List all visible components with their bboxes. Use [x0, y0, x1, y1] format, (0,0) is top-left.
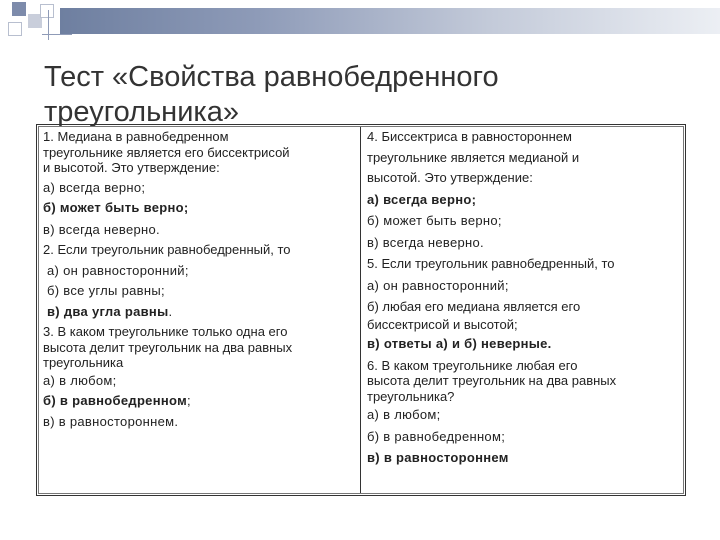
question-1-text: и высотой. Это утверждение: — [43, 160, 220, 175]
question-4-text: 4. Биссектриса в равностороннем — [367, 129, 572, 144]
answer-option: в) в равностороннем. — [43, 413, 179, 429]
question-3-text: треугольника — [43, 355, 124, 370]
decor-line — [42, 34, 72, 35]
answer-option-correct: б) может быть верно; — [43, 200, 189, 215]
question-5-text: 5. Если треугольник равнобедренный, то — [367, 256, 615, 271]
header-gradient-bar — [60, 8, 720, 34]
answer-option-correct: в) два угла равны. — [47, 303, 173, 319]
question-4-text: высотой. Это утверждение: — [367, 170, 533, 185]
answer-option: а) он равносторонний; — [367, 277, 509, 293]
answer-option: б) любая его медиана является его — [367, 299, 581, 314]
answer-option-correct: а) всегда верно; — [367, 191, 477, 207]
answer-option: а) в любом; — [367, 407, 441, 422]
decor-square — [40, 4, 54, 18]
question-1-text: 1. Медиана в равнобедренном — [43, 129, 229, 144]
answer-option: в) всегда неверно. — [367, 234, 484, 250]
answer-option: в) всегда неверно. — [43, 221, 160, 237]
decor-square — [8, 22, 22, 36]
answer-option-correct: б) в равнобедренном; — [43, 393, 191, 408]
answer-option: б) в равнобедренном; — [367, 428, 506, 444]
question-6-text: высота делит треугольник на два равных — [367, 373, 617, 388]
answer-option: б) все углы равны; — [47, 283, 165, 298]
column-divider — [360, 127, 361, 493]
question-2-text: 2. Если треугольник равнобедренный, то — [43, 242, 291, 257]
answer-option: а) он равносторонний; — [47, 262, 189, 278]
decor-line — [48, 10, 49, 40]
answer-option: биссектрисой и высотой; — [367, 316, 518, 332]
answer-option: а) в любом; — [43, 372, 117, 388]
left-column — [43, 129, 355, 429]
question-4-text: треугольнике является медианой и — [367, 149, 580, 165]
right-column — [367, 129, 679, 466]
question-3-text: высота делит треугольник на два равных — [43, 339, 293, 355]
answer-option: б) может быть верно; — [367, 213, 502, 228]
question-1-text: треугольнике является его биссектрисой — [43, 144, 290, 160]
answer-option: а) всегда верно; — [43, 179, 146, 195]
decor-square — [12, 2, 26, 16]
question-6-text: 6. В каком треугольнике любая его — [367, 357, 578, 373]
slide-title — [44, 60, 499, 130]
test-table — [36, 124, 686, 496]
question-3-text: 3. В каком треугольнике только одна его — [43, 324, 288, 339]
title-line: треугольника» — [44, 96, 239, 128]
answer-option-correct: в) в равностороннем — [367, 450, 509, 465]
title-line: Тест «Свойства равнобедренного — [44, 61, 499, 93]
question-6-text: треугольника? — [367, 388, 455, 404]
answer-option-correct: в) ответы а) и б) неверные. — [367, 336, 552, 351]
